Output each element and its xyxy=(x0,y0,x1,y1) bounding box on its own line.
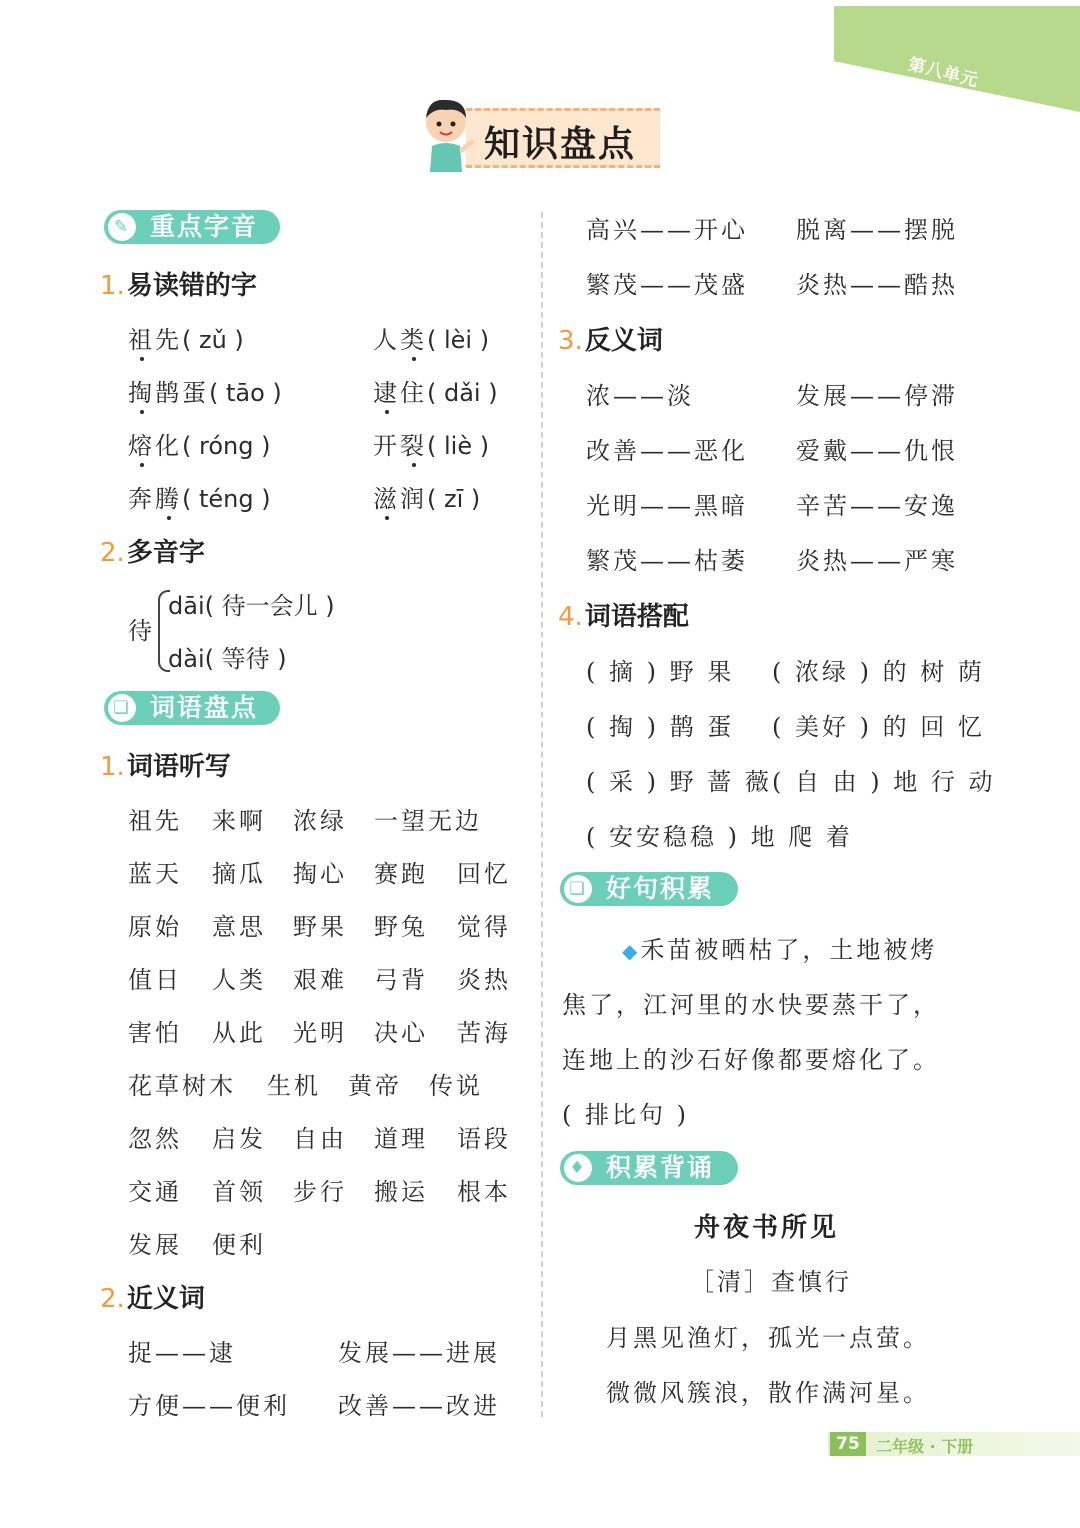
heading-synonyms xyxy=(100,1278,205,1315)
dictation-word: 值日 xyxy=(128,966,182,994)
dictation-word: 意思 xyxy=(212,913,266,941)
page-title: 知识盘点 xyxy=(484,124,637,165)
dictation-word: 从此 xyxy=(212,1019,266,1047)
heading-label: 词语听写 xyxy=(126,752,231,782)
pinyin: ( zǔ ) xyxy=(182,326,244,354)
unit-tab-label: 第八单元 xyxy=(906,54,981,92)
antonym-pair: 光明——黑暗 xyxy=(586,492,748,520)
pinyin: ( liè ) xyxy=(427,432,490,460)
boy-mascot-icon xyxy=(416,94,476,174)
synonym-pair: 捉——逮 xyxy=(128,1339,236,1367)
dictation-word: 语段 xyxy=(457,1125,511,1153)
misread-item xyxy=(128,373,282,408)
synonym-pair: 高兴——开心 xyxy=(586,216,748,244)
dictation-word: 蓝天 xyxy=(128,860,182,888)
section-vocab xyxy=(104,691,280,725)
antonym-pair: 辛苦——安逸 xyxy=(796,492,958,520)
antonym-pair: 发展——停滞 xyxy=(796,382,958,410)
misread-item xyxy=(128,320,244,355)
dictation-word: 花草树木 xyxy=(128,1072,236,1100)
poem-line: 月黑见渔灯，孤光一点萤。 xyxy=(606,1324,930,1352)
graduation-cap-icon: ♦ xyxy=(564,1154,592,1182)
word-char: 开 xyxy=(373,432,400,460)
dictation-word: 回忆 xyxy=(457,860,511,888)
grade-label: 二年级 · 下册 xyxy=(876,1437,974,1456)
sentence-text: 禾苗被晒枯了，土地被烤 xyxy=(640,936,938,964)
word-rest: 润 xyxy=(400,485,427,513)
heading-misread xyxy=(100,265,257,302)
section-pronunciation-label: 重点字音 xyxy=(150,212,259,241)
heading-label: 多音字 xyxy=(126,538,205,568)
pinyin: ( téng ) xyxy=(182,485,271,513)
misread-item xyxy=(373,479,480,514)
dictation-word: 浓绿 xyxy=(293,807,347,835)
collocation: ( 浓绿 ) 的 树 荫 xyxy=(772,658,985,686)
heading-collocations xyxy=(558,596,689,633)
book-icon: ❏ xyxy=(564,875,592,903)
synonym-pair: 繁茂——茂盛 xyxy=(586,271,748,299)
misread-item xyxy=(128,426,270,461)
pinyin: ( róng ) xyxy=(182,432,271,460)
antonym-pair: 繁茂——枯萎 xyxy=(586,547,748,575)
misread-item xyxy=(373,320,489,355)
synonym-pair: 改善——改进 xyxy=(338,1392,500,1420)
pinyin: ( zī ) xyxy=(427,485,481,513)
word-rest: 先 xyxy=(155,326,182,354)
dictation-word: 根本 xyxy=(457,1178,511,1206)
dotted-char: 掏 xyxy=(128,379,155,407)
section-recite-label: 积累背诵 xyxy=(606,1153,715,1182)
dictation-word: 步行 xyxy=(293,1178,347,1206)
page-number: 75 xyxy=(830,1432,866,1456)
reading-text: dāi( 待一会儿 ) xyxy=(168,592,335,620)
section-vocab-label: 词语盘点 xyxy=(150,693,259,722)
collocation: ( 自 由 ) 地 行 动 xyxy=(772,768,996,796)
column-divider xyxy=(541,212,543,1417)
dictation-word: 野兔 xyxy=(374,913,428,941)
word-rest: 鹊蛋 xyxy=(155,379,209,407)
heading-number: 4. xyxy=(558,602,583,632)
heading-label: 近义词 xyxy=(126,1284,205,1314)
heading-number: 1. xyxy=(100,752,125,782)
dictation-word: 掏心 xyxy=(293,860,347,888)
polyphone-reading-2 xyxy=(168,639,287,674)
dictation-word: 决心 xyxy=(374,1019,428,1047)
sentence-line xyxy=(622,930,937,965)
collocation: ( 美好 ) 的 回 忆 xyxy=(772,713,985,741)
dictation-word: 搬运 xyxy=(374,1178,428,1206)
antonym-pair: 浓——淡 xyxy=(586,382,694,410)
unit-tab xyxy=(834,6,1080,112)
section-recite xyxy=(560,1151,738,1185)
poem-title: 舟夜书所见 xyxy=(694,1213,840,1243)
dictation-word: 启发 xyxy=(212,1125,266,1153)
heading-antonyms xyxy=(558,320,663,357)
heading-label: 反义词 xyxy=(584,326,663,356)
dictation-word: 炎热 xyxy=(457,966,511,994)
dictation-word: 传说 xyxy=(429,1072,483,1100)
heading-number: 3. xyxy=(558,326,583,356)
dictation-word: 便利 xyxy=(212,1231,266,1259)
dotted-char: 类 xyxy=(400,326,427,354)
dictation-word: 一望无边 xyxy=(374,807,482,835)
misread-item xyxy=(373,373,498,408)
dotted-char: 裂 xyxy=(400,432,427,460)
dictation-word: 发展 xyxy=(128,1231,182,1259)
heading-number: 2. xyxy=(100,538,125,568)
word-char: 人 xyxy=(373,326,400,354)
poem-author: ［清］查慎行 xyxy=(690,1268,852,1296)
heading-number: 1. xyxy=(100,271,125,301)
dictation-word: 人类 xyxy=(212,966,266,994)
dictation-word: 忽然 xyxy=(128,1125,182,1153)
dictation-word: 艰难 xyxy=(293,966,347,994)
collocation: ( 采 ) 野 蔷 薇 xyxy=(586,768,772,796)
dictation-word: 弓背 xyxy=(374,966,428,994)
dictation-word: 自由 xyxy=(293,1125,347,1153)
dictation-word: 光明 xyxy=(293,1019,347,1047)
sentence-note: ( 排比句 ) xyxy=(562,1101,689,1129)
dictation-word: 祖先 xyxy=(128,807,182,835)
misread-item xyxy=(373,426,489,461)
dictation-word: 苦海 xyxy=(457,1019,511,1047)
dotted-char: 逮 xyxy=(373,379,400,407)
antonym-pair: 改善——恶化 xyxy=(586,437,748,465)
dictation-word: 道理 xyxy=(374,1125,428,1153)
synonym-pair: 炎热——酷热 xyxy=(796,271,958,299)
dictation-word: 原始 xyxy=(128,913,182,941)
dotted-char: 祖 xyxy=(128,326,155,354)
antonym-pair: 炎热——严寒 xyxy=(796,547,958,575)
pinyin: ( lèi ) xyxy=(427,326,490,354)
dictation-word: 赛跑 xyxy=(374,860,428,888)
polyphone-reading-1 xyxy=(168,586,335,621)
antonym-pair: 爱戴——仇恨 xyxy=(796,437,958,465)
dictation-word: 害怕 xyxy=(128,1019,182,1047)
dictation-word: 首领 xyxy=(212,1178,266,1206)
dotted-char: 腾 xyxy=(155,485,182,513)
heading-polyphone xyxy=(100,532,205,569)
collocation: ( 摘 ) 野 果 xyxy=(586,658,735,686)
section-sentences xyxy=(560,872,738,906)
dictation-word: 野果 xyxy=(293,913,347,941)
dictation-word: 摘瓜 xyxy=(212,860,266,888)
word-rest: 住 xyxy=(400,379,427,407)
dictation-word: 来啊 xyxy=(212,807,266,835)
dictation-word: 黄帝 xyxy=(348,1072,402,1100)
collocation: ( 安安稳稳 ) 地 爬 着 xyxy=(586,823,853,851)
heading-number: 2. xyxy=(100,1284,125,1314)
diamond-bullet-icon: ◆ xyxy=(622,939,641,963)
polyphone-char: 待 xyxy=(128,617,155,645)
sentence-line: 连地上的沙石好像都要熔化了。 xyxy=(562,1046,940,1074)
misread-item xyxy=(128,479,271,514)
pencil-icon: ✎ xyxy=(108,213,136,241)
synonym-pair: 方便——便利 xyxy=(128,1392,290,1420)
book-icon: ❏ xyxy=(108,694,136,722)
heading-label: 易读错的字 xyxy=(126,271,257,301)
sentence-line: 焦了，江河里的水快要蒸干了， xyxy=(562,991,940,1019)
pinyin: ( dǎi ) xyxy=(427,379,498,407)
word-char: 奔 xyxy=(128,485,155,513)
dotted-char: 滋 xyxy=(373,485,400,513)
section-pronunciation xyxy=(104,210,280,244)
heading-label: 词语搭配 xyxy=(584,602,689,632)
dotted-char: 熔 xyxy=(128,432,155,460)
dictation-word: 觉得 xyxy=(457,913,511,941)
section-sentences-label: 好句积累 xyxy=(606,874,715,903)
pinyin: ( tāo ) xyxy=(209,379,282,407)
collocation: ( 掏 ) 鹊 蛋 xyxy=(586,713,735,741)
heading-dictation xyxy=(100,746,231,783)
dictation-word: 交通 xyxy=(128,1178,182,1206)
dictation-word: 生机 xyxy=(267,1072,321,1100)
word-rest: 化 xyxy=(155,432,182,460)
synonym-pair: 脱离——摆脱 xyxy=(796,216,958,244)
synonym-pair: 发展——进展 xyxy=(338,1339,500,1367)
poem-line: 微微风簇浪，散作满河星。 xyxy=(606,1379,930,1407)
reading-text: dài( 等待 ) xyxy=(168,645,287,673)
